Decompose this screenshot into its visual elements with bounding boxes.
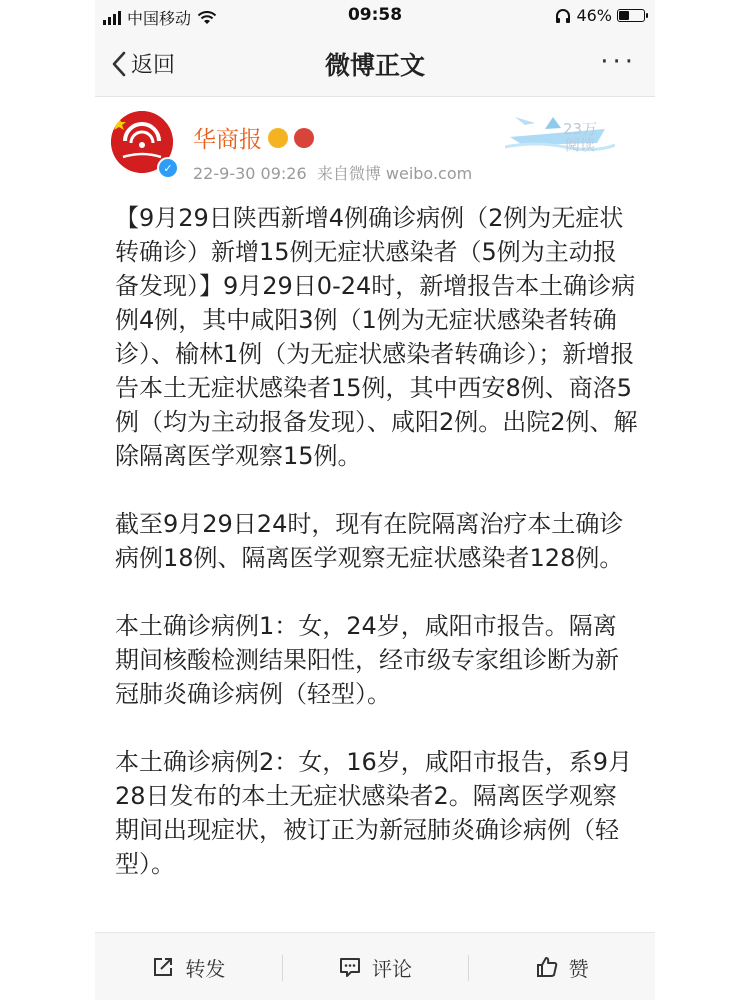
phone-screen bbox=[95, 0, 655, 1000]
action-toolbar bbox=[95, 932, 655, 1000]
headphones-icon bbox=[555, 8, 571, 24]
post-source: 来自微博 weibo.com bbox=[316, 164, 473, 183]
thumbs-up-icon bbox=[535, 955, 559, 979]
read-count-value: 23万 bbox=[563, 120, 598, 138]
status-bar bbox=[95, 0, 655, 32]
status-time: 09:58 bbox=[347, 5, 403, 25]
comment-label: 评论 bbox=[372, 956, 412, 981]
like-label: 赞 bbox=[568, 956, 589, 981]
back-label: 返回 bbox=[131, 53, 176, 78]
author-name-row[interactable] bbox=[193, 121, 314, 154]
post-content bbox=[95, 97, 655, 932]
post-paragraph: 本土确诊病例2：女，16岁，咸阳市报告，系9月28日发布的本土无症状感染者2。隔离医学观察期间出现症状，被订正为新冠肺炎确诊病例（轻型）。 bbox=[115, 748, 633, 878]
repost-icon bbox=[151, 955, 175, 979]
aircraft-carrier-icon bbox=[505, 103, 615, 153]
verified-icon: ✓ bbox=[157, 157, 179, 179]
more-options-button[interactable]: ··· bbox=[600, 47, 637, 77]
battery-percent: 46% bbox=[576, 6, 612, 25]
author-name[interactable]: 华商报 bbox=[193, 127, 262, 153]
post-timestamp: 22-9-30 09:26 bbox=[193, 164, 307, 183]
repost-label: 转发 bbox=[185, 956, 226, 981]
battery-icon bbox=[617, 9, 645, 22]
post-body bbox=[115, 201, 639, 915]
navigation-bar bbox=[95, 32, 655, 97]
like-button[interactable] bbox=[468, 933, 655, 1000]
post-paragraph: 本土确诊病例1：女，24岁，咸阳市报告。隔离期间核酸检测结果阳性，经市级专家组诊断为新冠肺炎确诊病例（轻型）。 bbox=[115, 612, 619, 708]
post-paragraph: 截至9月29日24时，现有在院隔离治疗本土确诊病例18例、隔离医学观察无症状感染者128例。 bbox=[115, 510, 624, 572]
comment-icon bbox=[338, 955, 362, 979]
post-paragraph: 【9月29日陕西新增4例确诊病例（2例为无症状转确诊）新增15例无症状感染者（5例为主动报备发现）】9月29日0-24时，新增报告本土确诊病例4例，其中咸阳3例（1例为无症状感染者转确诊）、榆林1例（为无症状感染者转确诊）；新增报告本土无症状感染者15例，其中西安8例、商洛5例（均为主动报备发现）、咸阳2例。出院2例、解除隔离医学观察15例。 bbox=[115, 204, 638, 470]
carrier-name: 中国移动 bbox=[127, 9, 192, 28]
comment-button[interactable] bbox=[282, 933, 469, 1000]
post-meta bbox=[193, 161, 472, 184]
read-count-label: 阅读 bbox=[565, 136, 596, 154]
trophy-badge-icon bbox=[294, 128, 314, 148]
read-count bbox=[563, 121, 597, 153]
crown-badge-icon bbox=[268, 128, 288, 148]
page-title: 微博正文 bbox=[324, 51, 425, 80]
repost-button[interactable] bbox=[95, 933, 282, 1000]
